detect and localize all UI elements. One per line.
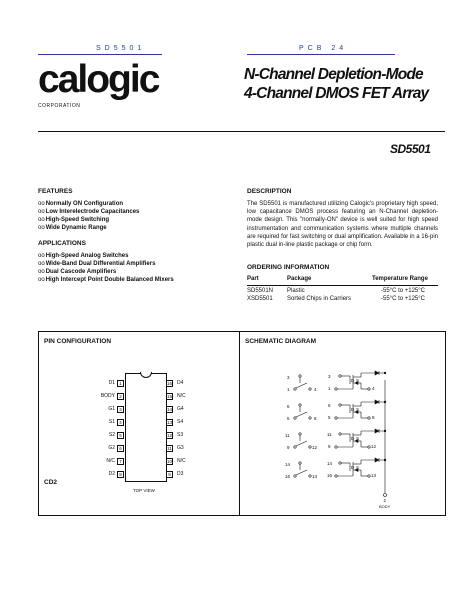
application-item: ooWide-Band Dual Differential Amplifiers	[38, 261, 156, 267]
switch-label: 5	[287, 416, 290, 421]
switch-terminal	[299, 433, 301, 435]
pin-label: S1	[108, 419, 115, 425]
fet-gate-label: 11	[327, 432, 332, 437]
pin-label: D2	[108, 471, 115, 477]
header-divider	[38, 131, 445, 132]
pin-label: G3	[177, 445, 184, 451]
application-item: ooHigh Intercept Point Double Balanced Mixers	[38, 277, 174, 283]
feature-item: ooHigh-Speed Switching	[38, 217, 110, 223]
switch-label: 9	[287, 445, 290, 450]
switch-terminal	[299, 462, 301, 464]
pin-label: S3	[177, 432, 184, 438]
fet-d-label: D	[351, 378, 355, 383]
fet-s-label: S	[356, 378, 360, 383]
switch-terminal	[294, 388, 296, 390]
part-number: SD5501	[390, 142, 431, 156]
top-view-label: TOP VIEW	[133, 488, 155, 493]
switch-terminal	[299, 375, 301, 377]
pin-number: 8	[117, 471, 124, 478]
schematic-diagram	[239, 331, 446, 516]
ordering-divider	[247, 285, 438, 286]
fet-diode	[375, 429, 379, 433]
fet-s-label: S	[356, 407, 360, 412]
fet-s-label: S	[356, 436, 360, 441]
fet-source-label: 12	[371, 444, 377, 449]
header-left-rule	[38, 54, 162, 55]
pin-number: 10	[167, 459, 173, 464]
switch-arm	[296, 470, 307, 475]
pin-label: G2	[108, 445, 115, 451]
fet-d-label: D	[351, 407, 355, 412]
switch-label: 13	[312, 474, 318, 479]
switch-terminal	[294, 446, 296, 448]
pin-number: 14	[167, 407, 173, 412]
pin-label: G1	[108, 406, 115, 412]
ordering-row-2-temp: -55°C to +125°C	[381, 296, 425, 302]
pin-number: 16	[167, 381, 173, 386]
applications-heading: APPLICATIONS	[38, 240, 86, 247]
calogic-logo: calogic	[38, 58, 159, 101]
ordering-row-1-part: SD5501N	[247, 288, 274, 294]
fet-gate-terminal	[339, 375, 341, 377]
pin-label: S2	[108, 432, 115, 438]
fet-diode	[375, 458, 379, 462]
switch-label: 12	[312, 445, 318, 450]
pin-number: 12	[167, 433, 173, 438]
switch-label: 3	[287, 375, 290, 380]
header-right-rule	[247, 54, 395, 55]
fet-gate-terminal	[339, 433, 341, 435]
fet-drain-terminal	[335, 388, 337, 390]
pin-label: N/C	[177, 393, 186, 399]
pin-number: 5	[117, 432, 124, 439]
fet-source-terminal	[368, 388, 370, 390]
fet-source-label: 13	[371, 473, 377, 478]
pin-label: D3	[177, 471, 184, 477]
switch-group	[294, 375, 311, 477]
pin-number: 1	[117, 380, 124, 387]
description-text: The SD5501 is manufactured utilizing Calogic's proprietary high speed, low capacitance DMOS process featuring an N-Channel depletion-mode design. This "normally-ON" device is well suited for high speed instrumentation and communication systems where multiple channels are required for fast switching or dual amplification. Available in a 16-pin plastic dual in-line plastic package or chip form.	[247, 201, 438, 249]
pin-config-heading: PIN CONFIGURATION	[44, 338, 112, 345]
switch-arm	[296, 383, 307, 388]
pin-number: 15	[167, 394, 173, 399]
switch-terminal	[294, 417, 296, 419]
dip-package	[125, 373, 167, 482]
ordering-col-temp: Temperature Range	[372, 276, 428, 282]
pin-label: G4	[177, 406, 184, 412]
body-pin-label: BODY	[379, 504, 391, 509]
switch-terminal	[299, 404, 301, 406]
fet-gate-label: 3	[328, 374, 331, 379]
fet-diode	[375, 400, 379, 404]
switch-label: 4	[314, 387, 317, 392]
application-item: ooHigh-Speed Analog Switches	[38, 253, 129, 259]
pin-label: N/C	[106, 458, 115, 464]
switch-label: 1	[287, 387, 290, 392]
pin-label: S4	[177, 419, 184, 425]
pin-label: N/C	[177, 458, 186, 464]
fet-drain-label: 9	[328, 444, 331, 449]
switch-arm	[296, 441, 307, 446]
fet-diode	[375, 371, 379, 375]
application-item: ooDual Cascode Amplifiers	[38, 269, 117, 275]
fet-drain-terminal	[335, 475, 337, 477]
pin-number: 7	[117, 458, 124, 465]
package-code: CD2	[44, 479, 58, 486]
fet-source-terminal	[368, 475, 370, 477]
pin-number: 4	[117, 419, 124, 426]
title-line-1: N-Channel Depletion-Mode	[244, 66, 423, 83]
ordering-col-package: Package	[287, 276, 312, 282]
fet-gate-terminal	[339, 404, 341, 406]
fet-body-junction	[384, 372, 386, 374]
pin-label: BODY	[100, 393, 115, 399]
description-heading: DESCRIPTION	[247, 188, 292, 195]
feature-item: ooNormally ON Configuration	[38, 201, 124, 207]
switch-label: 6	[287, 404, 290, 409]
fet-gate-label: 6	[328, 403, 331, 408]
ordering-row-1-temp: -55°C to +125°C	[381, 288, 425, 294]
feature-item: ooLow Interelectrode Capacitances	[38, 209, 140, 215]
ordering-heading: ORDERING INFORMATION	[247, 264, 330, 271]
pin-number: 9	[166, 471, 173, 478]
fet-drain-label: 5	[328, 415, 331, 420]
pin-label: D4	[177, 380, 184, 386]
ordering-row-2-package: Sorted Chips in Carriers	[287, 296, 352, 302]
fet-source-terminal	[368, 446, 370, 448]
switch-arm	[296, 412, 307, 417]
fet-source-label: 8	[372, 415, 375, 420]
switch-terminal	[309, 388, 311, 390]
fet-s-label: S	[356, 465, 360, 470]
title-line-2: 4-Channel DMOS FET Array	[244, 85, 429, 102]
fet-source-label: 4	[372, 386, 375, 391]
switch-label: 14	[285, 462, 291, 467]
fet-drain-label: 1	[328, 386, 331, 391]
fet-drain-terminal	[335, 446, 337, 448]
switch-terminal	[309, 475, 311, 477]
header-right-code: PCB 24	[299, 45, 348, 52]
fet-source-terminal	[368, 417, 370, 419]
switch-label: 11	[285, 433, 290, 438]
fet-gate-terminal	[339, 462, 341, 464]
switch-label: 8	[314, 416, 317, 421]
fet-d-label: D	[351, 436, 355, 441]
switch-label: 16	[285, 474, 291, 479]
features-heading: FEATURES	[38, 188, 73, 195]
feature-item: ooWide Dynamic Range	[38, 225, 107, 231]
switch-terminal	[309, 417, 311, 419]
switch-terminal	[309, 446, 311, 448]
pin-number: 13	[167, 420, 173, 425]
ordering-col-part: Part	[247, 276, 259, 282]
pin-number: 6	[117, 445, 124, 452]
fet-drain-terminal	[335, 417, 337, 419]
pin-number: 2	[117, 393, 124, 400]
fet-d-label: D	[351, 465, 355, 470]
fet-gate-label: 14	[327, 461, 333, 466]
fet-group	[335, 371, 386, 477]
switch-terminal	[294, 475, 296, 477]
ordering-row-1-package: Plastic	[287, 288, 305, 294]
header-left-code: SD5501	[96, 45, 146, 52]
body-pin-number: 2	[383, 498, 387, 503]
ordering-row-2-part: XSD5501	[247, 296, 273, 302]
schematic-heading: SCHEMATIC DIAGRAM	[245, 338, 317, 345]
pin-label: D1	[108, 380, 115, 386]
body-bus	[384, 380, 387, 497]
pin-number: 11	[167, 446, 172, 451]
logo-subtitle: CORPORATION	[38, 103, 81, 109]
pin-number: 3	[117, 406, 124, 413]
fet-drain-label: 16	[327, 473, 333, 478]
